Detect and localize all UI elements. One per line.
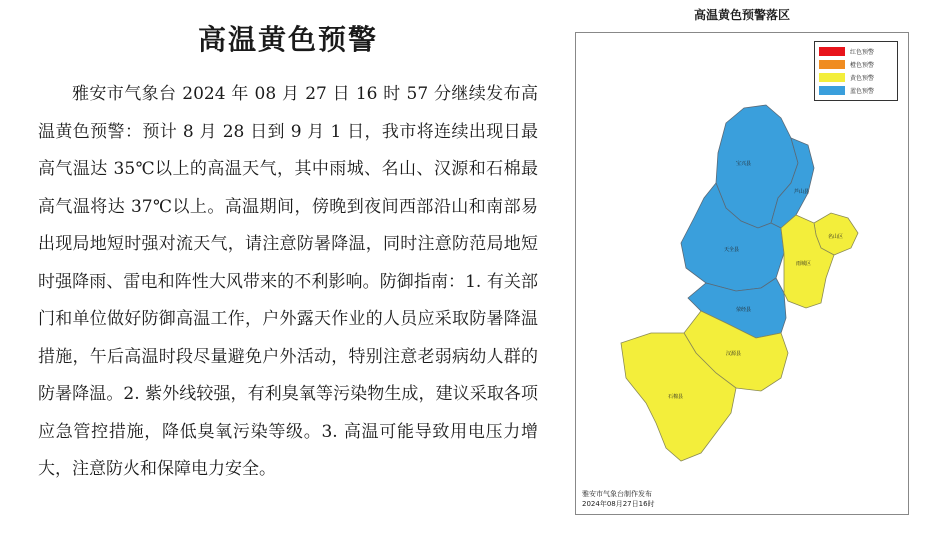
legend-label-orange: 橙色预警 — [850, 62, 875, 69]
legend-item-blue — [819, 84, 893, 97]
legend-swatch-yellow — [819, 73, 845, 82]
credit-publisher: 雅安市气象台制作发布 — [582, 490, 652, 498]
warning-body: 雅安市气象台 2024 年 08 月 27 日 16 时 57 分继续发布高温黄色预警：预计 8 月 28 日到 9 月 1 日，我市将连续出现日最高气温达 35℃以上的高温天气，其中雨城、名山、汉源和石棉最高气温将达 37℃以上。高温期间，傍晚到夜间西部沿山和南部易出现局地短时强对流天气，请注意防暑降温，同时注意防范局地短时强降雨、雷电和阵性大风带来的不利影响。防御指南：1. 有关部门和单位做好防御高温工作，户外露天作业的人员应采取防暑降温措施，午后高温时段尽量避免户外活动，特别注意老弱病幼人群的防暑降温。2. 紫外线较强，有利臭氧等污染物生成，建议采取各项应急管控措施，降低臭氧污染等级。3. 高温可能导致用电压力增大，注意防火和保障电力安全。 — [38, 84, 538, 479]
legend-item-yellow — [819, 71, 893, 84]
county-map — [576, 33, 910, 516]
label-hanyuan: 汉源县 — [726, 351, 742, 357]
label-yingjing: 荥经县 — [736, 307, 752, 313]
label-tianquan: 天全县 — [724, 247, 740, 253]
label-mingshan: 名山区 — [828, 234, 844, 240]
credit-time: 2024年08月27日16时 — [582, 500, 655, 508]
label-baoxing: 宝兴县 — [736, 161, 752, 167]
map-credit — [582, 489, 655, 509]
legend-label-blue: 蓝色预警 — [850, 88, 875, 95]
label-yucheng: 雨城区 — [796, 261, 812, 267]
legend-swatch-blue — [819, 86, 845, 95]
label-lushan: 芦山县 — [794, 189, 810, 195]
legend-swatch-orange — [819, 60, 845, 69]
legend-item-orange — [819, 58, 893, 71]
map-legend — [814, 41, 898, 101]
legend-label-yellow: 黄色预警 — [850, 75, 875, 82]
legend-swatch-red — [819, 47, 845, 56]
warning-article — [38, 18, 538, 489]
warning-title: 高温黄色预警 — [197, 23, 378, 56]
map-title: 高温黄色预警落区 — [693, 8, 790, 22]
legend-label-red: 红色预警 — [850, 49, 875, 56]
warning-map — [575, 32, 909, 515]
legend-item-red — [819, 45, 893, 58]
label-shimian: 石棉县 — [668, 394, 684, 400]
